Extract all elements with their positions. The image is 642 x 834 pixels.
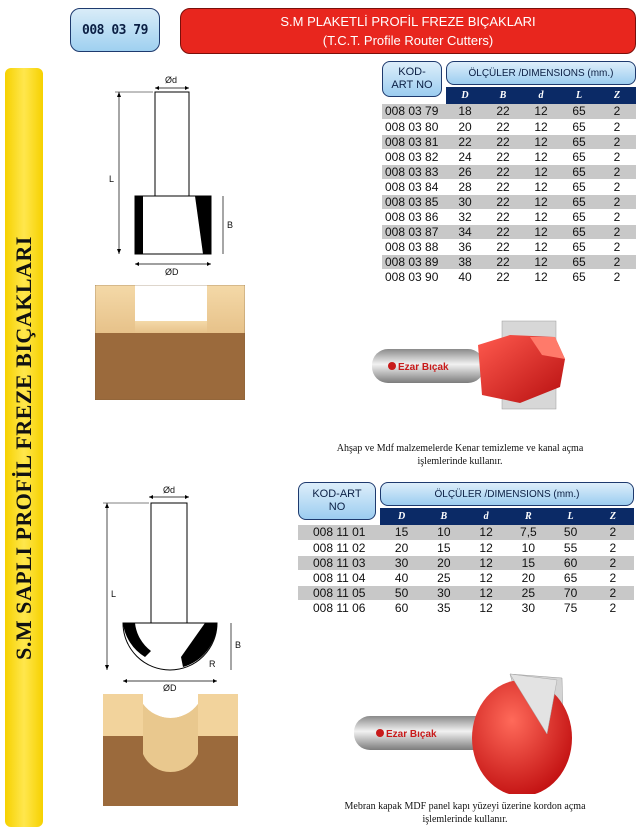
table-row (298, 600, 634, 615)
dimension-cell: 12 (522, 269, 560, 284)
table2-dimensions-label: ÖLÇÜLER /DIMENSIONS (mm.) (434, 488, 580, 500)
table2-note-line1: Mebran kapak MDF panel kapı yüzeyi üzerine kordon açma (344, 801, 586, 812)
dimension-cell: 2 (592, 570, 634, 585)
article-code-cell: 008 11 01 (298, 525, 380, 540)
dimension-cell: 12 (465, 525, 507, 540)
label-diameter-2: ØD (163, 683, 177, 693)
dimension-cell: 22 (484, 134, 522, 149)
dimension-cell: 2 (598, 194, 636, 209)
article-code-cell: 008 03 90 (382, 269, 446, 284)
cutter-photo-straight (370, 315, 585, 415)
side-title-band (5, 68, 43, 827)
dimension-cell: 2 (592, 600, 634, 615)
dimension-cell: 65 (549, 570, 591, 585)
dimension-cell: 22 (484, 224, 522, 239)
dimension-cell: 40 (446, 269, 484, 284)
dimension-cell: 2 (598, 104, 636, 119)
dimension-cell: 2 (598, 269, 636, 284)
table1-dimensions-header (446, 61, 636, 85)
product-code: 008 03 79 (82, 22, 148, 38)
dimension-cell: 2 (598, 164, 636, 179)
label-diameter: ØD (165, 267, 179, 277)
dimension-cell: 22 (484, 269, 522, 284)
table1-dimensions-label: ÖLÇÜLER /DIMENSIONS (mm.) (468, 67, 614, 79)
dimension-cell: 65 (560, 179, 598, 194)
table-row (382, 149, 636, 164)
table1-column-l: L (560, 87, 598, 104)
dimension-cell: 2 (592, 540, 634, 555)
dimension-cell: 50 (380, 585, 422, 600)
dimension-cell: 12 (522, 119, 560, 134)
dimension-cell: 2 (598, 149, 636, 164)
wood-profile-cove (103, 694, 238, 806)
dimension-cell: 20 (423, 555, 465, 570)
dimension-cell: 65 (560, 254, 598, 269)
dimension-cell: 22 (484, 209, 522, 224)
dimension-cell: 12 (522, 239, 560, 254)
table2-column-d: D (380, 508, 422, 525)
dimension-cell: 22 (484, 254, 522, 269)
dimension-cell: 10 (423, 525, 465, 540)
dimension-cell: 15 (380, 525, 422, 540)
dimension-cell: 30 (423, 585, 465, 600)
article-code-cell: 008 11 02 (298, 540, 380, 555)
dimension-cell: 22 (484, 149, 522, 164)
table-row (382, 179, 636, 194)
dimension-cell: 22 (484, 104, 522, 119)
title-turkish: S.M PLAKETLİ PROFİL FREZE BIÇAKLARI (280, 14, 536, 29)
dimension-cell: 35 (423, 600, 465, 615)
title-english: (T.C.T. Profile Router Cutters) (322, 33, 494, 48)
dimension-cell: 22 (484, 119, 522, 134)
dimension-cell: 2 (598, 179, 636, 194)
dimension-cell: 65 (560, 239, 598, 254)
table1-note (290, 442, 630, 468)
dimension-cell: 25 (507, 585, 549, 600)
article-code-cell: 008 03 83 (382, 164, 446, 179)
dimension-cell: 20 (446, 119, 484, 134)
table2-header-row (298, 508, 634, 525)
label-height: B (227, 220, 234, 230)
brand-logo-2 (376, 729, 437, 740)
dimension-cell: 38 (446, 254, 484, 269)
table2-dimensions-header (380, 482, 634, 506)
dimension-cell: 12 (522, 254, 560, 269)
table-row (382, 104, 636, 119)
dimension-cell: 2 (598, 239, 636, 254)
table2-column-b: B (423, 508, 465, 525)
dimension-cell: 22 (484, 194, 522, 209)
table-row (298, 585, 634, 600)
brand-logo-1 (388, 362, 449, 373)
dimension-cell: 36 (446, 239, 484, 254)
table-row (382, 134, 636, 149)
dimension-cell: 12 (522, 179, 560, 194)
article-code-cell: 008 03 84 (382, 179, 446, 194)
dimension-cell: 65 (560, 269, 598, 284)
table2-kod-label: KOD-ART NO (312, 488, 362, 513)
table2-note-line2: işlemlerinde kullanır. (422, 814, 508, 825)
table1-column-d: d (522, 87, 560, 104)
table1-note-line1: Ahşap ve Mdf malzemelerde Kenar temizleme ve kanal açma (336, 443, 584, 454)
table2-column-d: d (465, 508, 507, 525)
article-code-cell: 008 03 89 (382, 254, 446, 269)
cutter-photo-round (352, 664, 580, 794)
table2-column-l: L (549, 508, 591, 525)
dimension-cell: 7,5 (507, 525, 549, 540)
article-code-cell: 008 11 04 (298, 570, 380, 585)
dimension-cell: 12 (522, 194, 560, 209)
dimension-cell: 32 (446, 209, 484, 224)
dimension-cell: 2 (592, 585, 634, 600)
table2-column-z: Z (592, 508, 634, 525)
article-code-cell: 008 03 80 (382, 119, 446, 134)
dimension-cell: 50 (549, 525, 591, 540)
dimension-cell: 22 (484, 179, 522, 194)
label-height-2: B (235, 640, 242, 650)
table1-column-z: Z (598, 87, 636, 104)
dimension-cell: 12 (522, 134, 560, 149)
dimension-cell: 12 (465, 570, 507, 585)
dimension-cell: 65 (560, 119, 598, 134)
dimension-cell: 60 (380, 600, 422, 615)
dimension-cell: 24 (446, 149, 484, 164)
dimension-cell: 26 (446, 164, 484, 179)
dimension-cell: 2 (598, 209, 636, 224)
dimension-cell: 15 (507, 555, 549, 570)
dimension-cell: 12 (522, 164, 560, 179)
dimension-cell: 12 (522, 149, 560, 164)
table2-note (300, 800, 630, 826)
table-row (382, 209, 636, 224)
article-code-cell: 008 03 87 (382, 224, 446, 239)
article-code-cell: 008 11 06 (298, 600, 380, 615)
dimension-cell: 12 (465, 585, 507, 600)
side-title: S.M SAPLI PROFİL FREZE BIÇAKLARI (11, 235, 36, 660)
article-code-cell: 008 03 81 (382, 134, 446, 149)
dimension-cell: 30 (446, 194, 484, 209)
dimension-cell: 22 (484, 239, 522, 254)
brand-name-1: Ezar Bıçak (398, 362, 449, 373)
table-row (298, 555, 634, 570)
dimension-cell: 20 (380, 540, 422, 555)
dimension-cell: 65 (560, 209, 598, 224)
dimension-cell: 70 (549, 585, 591, 600)
dimension-cell: 22 (484, 164, 522, 179)
table-row (382, 164, 636, 179)
dimension-cell: 12 (522, 209, 560, 224)
dimension-cell: 30 (507, 600, 549, 615)
dimension-cell: 30 (380, 555, 422, 570)
dimension-cell: 65 (560, 134, 598, 149)
wood-profile-groove (95, 285, 245, 400)
dimension-cell: 2 (592, 525, 634, 540)
table1-column-d: D (446, 87, 484, 104)
label-length: L (109, 174, 115, 184)
table-row (382, 254, 636, 269)
dimension-cell: 2 (598, 254, 636, 269)
dimension-cell: 34 (446, 224, 484, 239)
dimension-cell: 40 (380, 570, 422, 585)
table1 (382, 87, 636, 285)
product-code-box (70, 8, 160, 52)
dimension-cell: 12 (522, 224, 560, 239)
dimension-cell: 65 (560, 224, 598, 239)
dimension-cell: 12 (522, 104, 560, 119)
article-code-cell: 008 11 05 (298, 585, 380, 600)
dimension-cell: 2 (598, 134, 636, 149)
table1-kod-label: KOD-ART NO (391, 66, 433, 91)
table2-column-r: R (507, 508, 549, 525)
title-banner (180, 8, 636, 54)
table-row (298, 540, 634, 555)
table-row (382, 224, 636, 239)
dimension-cell: 25 (423, 570, 465, 585)
cutter-drawing-straight (95, 72, 255, 282)
table2 (298, 508, 634, 616)
table-row (382, 269, 636, 284)
label-shank-diameter-2: Ød (163, 485, 176, 495)
table1-header-row (382, 87, 636, 104)
dimension-cell: 2 (592, 555, 634, 570)
article-code-cell: 008 03 86 (382, 209, 446, 224)
dimension-cell: 22 (446, 134, 484, 149)
dimension-cell: 12 (465, 555, 507, 570)
article-code-cell: 008 11 03 (298, 555, 380, 570)
label-length-2: L (111, 589, 117, 599)
dimension-cell: 2 (598, 119, 636, 134)
dimension-cell: 75 (549, 600, 591, 615)
table-row (382, 239, 636, 254)
table1-note-line2: işlemlerinde kullanır. (417, 456, 503, 467)
label-shank-diameter: Ød (165, 75, 178, 85)
dimension-cell: 28 (446, 179, 484, 194)
table-row (298, 570, 634, 585)
dimension-cell: 15 (423, 540, 465, 555)
dimension-cell: 65 (560, 149, 598, 164)
dimension-cell: 18 (446, 104, 484, 119)
brand-name-2: Ezar Bıçak (386, 729, 437, 740)
dimension-cell: 60 (549, 555, 591, 570)
article-code-cell: 008 03 85 (382, 194, 446, 209)
dimension-cell: 65 (560, 164, 598, 179)
table-row (382, 194, 636, 209)
dimension-cell: 2 (598, 224, 636, 239)
cutter-drawing-round (95, 485, 255, 695)
dimension-cell: 65 (560, 104, 598, 119)
table-row (298, 525, 634, 540)
dimension-cell: 12 (465, 600, 507, 615)
article-code-cell: 008 03 79 (382, 104, 446, 119)
article-code-cell: 008 03 88 (382, 239, 446, 254)
table1-column-b: B (484, 87, 522, 104)
dimension-cell: 12 (465, 540, 507, 555)
dimension-cell: 20 (507, 570, 549, 585)
dimension-cell: 55 (549, 540, 591, 555)
article-code-cell: 008 03 82 (382, 149, 446, 164)
dimension-cell: 65 (560, 194, 598, 209)
dimension-cell: 10 (507, 540, 549, 555)
label-radius: R (209, 659, 216, 669)
table-row (382, 119, 636, 134)
